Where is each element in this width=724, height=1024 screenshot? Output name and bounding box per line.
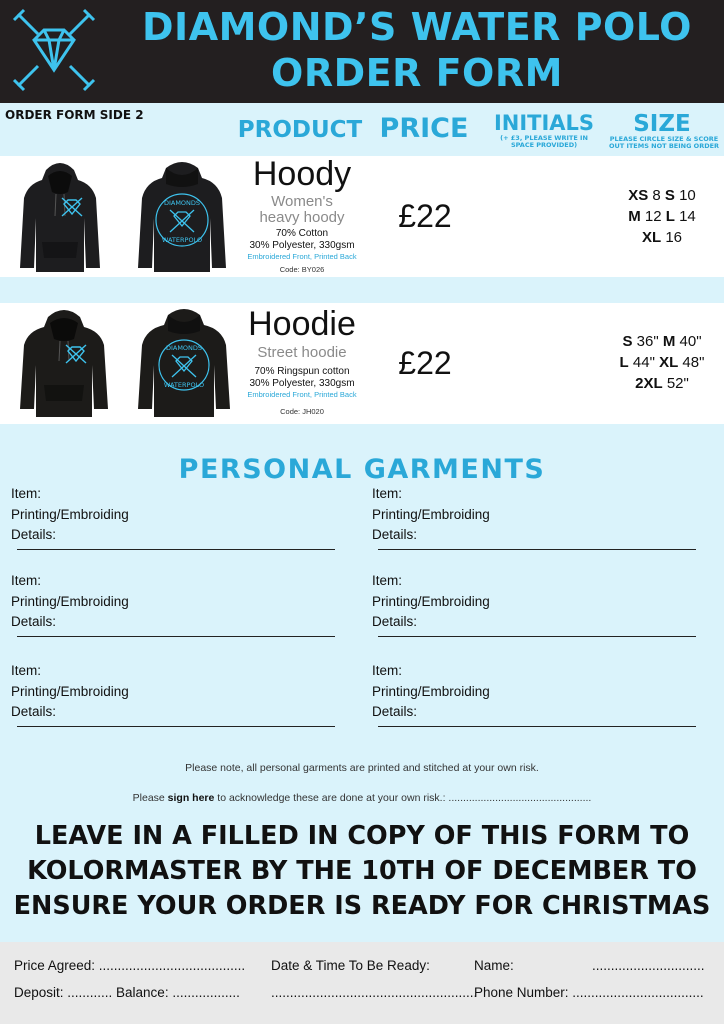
size-line-1 <box>600 185 724 206</box>
product-spec-line-1: 70% Ringspun cotton <box>254 366 350 377</box>
personal-item-field[interactable] <box>11 661 341 723</box>
item-label: Item: <box>11 486 42 501</box>
size-value: 52" <box>666 375 689 392</box>
personal-item-field[interactable] <box>11 571 341 633</box>
personal-item-field[interactable] <box>372 571 702 633</box>
date-time-label: Date & Time To Be Ready: <box>271 958 430 973</box>
size-code[interactable]: XL <box>641 229 662 246</box>
name-label: Name: <box>474 958 514 973</box>
details-line[interactable] <box>378 549 696 550</box>
size-value: 14 <box>679 208 696 225</box>
printing-label: Printing/Embroiding <box>11 593 129 609</box>
size-options <box>600 331 724 394</box>
details-line[interactable] <box>378 726 696 727</box>
item-label: Item: <box>11 573 42 588</box>
product-row-hoody <box>0 156 724 277</box>
initials-column-header: INITIALS <box>493 111 595 135</box>
product-column-header: PRODUCT <box>237 117 363 143</box>
signature-note-suffix: to acknowledge these are done at your own risk.: ................................................. <box>214 792 592 804</box>
size-value: 10 <box>679 187 696 204</box>
hoody-front-image <box>18 158 102 274</box>
side-label: ORDER FORM SIDE 2 <box>5 108 144 122</box>
page-title <box>110 4 724 96</box>
size-note-line-1: PLEASE CIRCLE SIZE & SCORE <box>609 135 719 143</box>
signature-note-prefix: Please <box>132 792 168 804</box>
printing-label: Printing/Embroiding <box>372 593 490 609</box>
size-code[interactable]: M <box>662 333 676 350</box>
size-code[interactable]: S <box>664 187 675 204</box>
product-decoration: Embroidered Front, Printed Back <box>247 252 357 261</box>
sign-here-text: sign here <box>167 792 215 804</box>
product-spec-line-2: 30% Polyester, 330gsm <box>249 378 355 389</box>
size-code[interactable]: XS <box>628 187 649 204</box>
details-label: Details: <box>372 614 418 629</box>
product-name: Hoodie <box>248 305 356 343</box>
details-label: Details: <box>11 614 57 629</box>
item-label: Item: <box>372 663 403 678</box>
personal-garments-title: PERSONAL GARMENTS <box>178 454 546 485</box>
details-label: Details: <box>372 527 418 542</box>
details-line[interactable] <box>17 726 335 727</box>
price-agreed-field[interactable]: Price Agreed: ....................................... <box>14 958 246 973</box>
hoody-back-image <box>136 158 228 274</box>
size-value: 40" <box>679 333 702 350</box>
row-divider <box>0 277 724 303</box>
personal-item-field[interactable] <box>11 484 341 546</box>
details-label: Details: <box>372 704 418 719</box>
personal-item-field[interactable] <box>372 661 702 723</box>
size-code[interactable]: S <box>622 333 633 350</box>
product-code: Code: BY026 <box>279 265 325 274</box>
product-subtitle-line-2: heavy hoody <box>259 209 345 226</box>
size-column-header: SIZE <box>633 111 691 137</box>
size-code[interactable]: M <box>628 208 641 225</box>
size-value: 12 <box>644 208 662 225</box>
product-subtitle-line-1: Street hoodie <box>257 344 347 361</box>
hoody-back-text-top: DIAMONDS <box>163 199 201 207</box>
deadline-line-1: LEAVE IN A FILLED IN COPY OF THIS FORM TO <box>34 821 690 851</box>
phone-number-field[interactable]: Phone Number: ................................... <box>474 985 704 1000</box>
product-row-hoodie <box>0 303 724 424</box>
deadline-notice <box>0 819 724 924</box>
initials-note-line-2: SPACE PROVIDED) <box>510 141 578 149</box>
title-line-2: ORDER FORM <box>271 51 563 95</box>
office-use-footer <box>0 942 724 1024</box>
deposit-balance-field[interactable]: Deposit: ............ Balance: .................. <box>14 985 240 1000</box>
initials-note <box>492 135 596 149</box>
item-label: Item: <box>372 573 403 588</box>
name-field[interactable]: .............................. <box>592 958 705 973</box>
product-name: Hoody <box>252 155 352 193</box>
personal-garments-section <box>0 424 724 942</box>
product-code: Code: JH020 <box>280 407 324 416</box>
details-label: Details: <box>11 527 57 542</box>
details-line[interactable] <box>17 549 335 550</box>
product-price: £22 <box>398 345 452 381</box>
product-decoration: Embroidered Front, Printed Back <box>247 390 357 399</box>
size-code[interactable]: 2XL <box>635 375 663 392</box>
product-spec-line-1: 70% Cotton <box>275 228 329 239</box>
size-line-3 <box>600 227 724 248</box>
size-line-2 <box>600 206 724 227</box>
product-subtitle-line-1: Women's <box>271 193 333 210</box>
size-note-line-2: OUT ITEMS NOT BEING ORDER <box>608 142 720 150</box>
hoody-back-text-bottom: WATERPOLO <box>161 236 203 244</box>
size-value: 16 <box>665 229 683 246</box>
header-bar <box>0 0 724 103</box>
initials-note-line-1: (+ £3, PLEASE WRITE IN <box>500 134 588 142</box>
size-options <box>600 185 724 248</box>
product-spec-line-2: 30% Polyester, 330gsm <box>249 240 355 251</box>
diamond-logo-icon <box>12 8 96 92</box>
size-code[interactable]: XL <box>659 354 679 371</box>
signature-note[interactable] <box>0 792 724 804</box>
date-time-field[interactable]: ....................................................... <box>271 985 478 1000</box>
printing-label: Printing/Embroiding <box>372 683 490 699</box>
price-column-header: PRICE <box>379 113 469 144</box>
product-price: £22 <box>398 198 452 234</box>
personal-item-field[interactable] <box>372 484 702 546</box>
risk-note: Please note, all personal garments are printed and stitched at your own risk. <box>185 762 539 774</box>
size-code[interactable]: L <box>619 354 629 371</box>
deadline-line-3: ENSURE YOUR ORDER IS READY FOR CHRISTMAS <box>13 891 711 921</box>
hoodie-back-text-top: DIAMONDS <box>165 344 203 352</box>
details-line[interactable] <box>378 636 696 637</box>
deadline-line-2: KOLORMASTER BY THE 10TH OF DECEMBER TO <box>27 856 697 886</box>
title-line-1: DIAMOND’S WATER POLO <box>142 5 692 49</box>
details-label: Details: <box>11 704 57 719</box>
hoodie-back-image <box>136 305 232 421</box>
item-label: Item: <box>372 486 403 501</box>
printing-label: Printing/Embroiding <box>11 683 129 699</box>
size-line-3 <box>600 373 724 394</box>
size-note <box>608 136 720 150</box>
size-line-1 <box>600 331 724 352</box>
printing-label: Printing/Embroiding <box>372 506 490 522</box>
size-code[interactable]: L <box>665 208 675 225</box>
hoodie-back-text-bottom: WATERPOLO <box>163 381 205 389</box>
size-line-2 <box>600 352 724 373</box>
printing-label: Printing/Embroiding <box>11 506 129 522</box>
size-value: 36" <box>636 333 659 350</box>
details-line[interactable] <box>17 636 335 637</box>
size-value: 44" <box>632 354 655 371</box>
size-value: 8 <box>652 187 661 204</box>
size-value: 48" <box>682 354 705 371</box>
column-header-band <box>0 103 724 156</box>
hoodie-front-image <box>18 305 110 421</box>
item-label: Item: <box>11 663 42 678</box>
